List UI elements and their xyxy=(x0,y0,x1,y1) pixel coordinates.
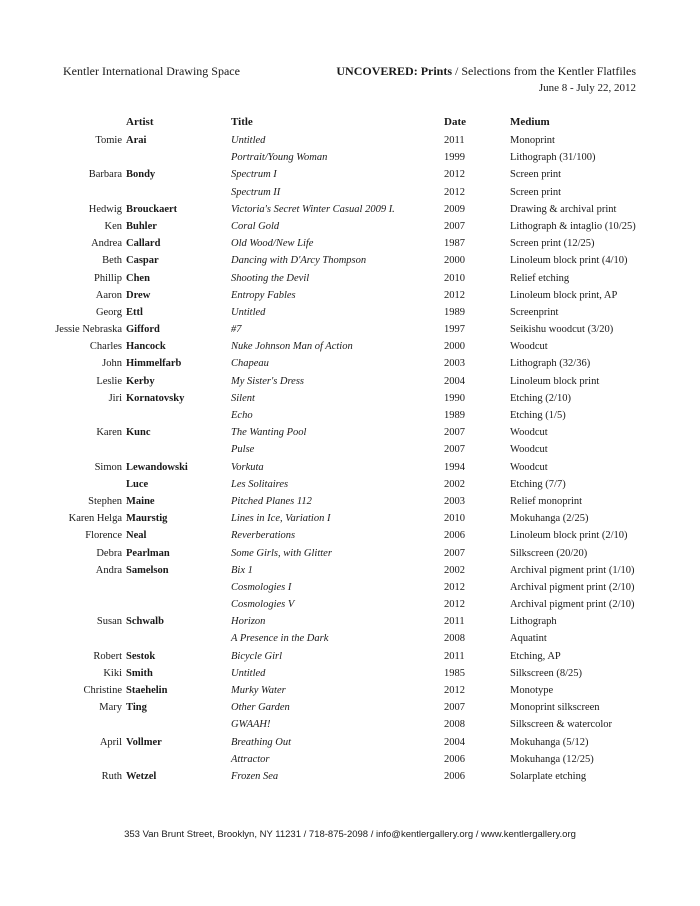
artwork-medium: Woodcut xyxy=(510,341,548,353)
artwork-title: Les Solitaires xyxy=(231,478,289,490)
artwork-medium: Etching (2/10) xyxy=(510,392,571,404)
artwork-date: 2004 xyxy=(444,736,465,748)
table-row xyxy=(0,235,700,252)
artwork-title: Echo xyxy=(231,410,253,421)
artist-first-name: Florence xyxy=(85,530,122,542)
table-row xyxy=(0,682,700,699)
artwork-date: 2003 xyxy=(444,358,465,370)
column-header-artist: Artist xyxy=(126,116,154,128)
exhibit-title-bold: UNCOVERED: Prints xyxy=(336,64,453,78)
artwork-title: My Sister's Dress xyxy=(231,375,305,387)
table-row xyxy=(0,184,700,201)
artist-last-name: Sestok xyxy=(126,650,156,662)
artwork-medium: Linoleum block print, AP xyxy=(510,289,618,301)
artwork-list xyxy=(0,132,700,785)
artwork-date: 2007 xyxy=(444,547,465,559)
artwork-medium: Drawing & archival print xyxy=(510,203,617,215)
artwork-title: Portrait/Young Woman xyxy=(231,152,328,164)
artwork-title: Cosmologies V xyxy=(231,599,295,611)
artwork-title: Attractor xyxy=(231,753,270,765)
exhibit-dates: June 8 - July 22, 2012 xyxy=(538,82,636,94)
table-row xyxy=(0,287,700,304)
artwork-date: 2006 xyxy=(444,753,465,765)
artist-last-name: Buhler xyxy=(126,220,157,232)
artist-first-name: Jiri xyxy=(108,392,122,404)
artist-first-name: Debra xyxy=(96,547,122,559)
artwork-date: 1989 xyxy=(444,410,465,421)
artist-last-name: Maurstig xyxy=(126,513,168,525)
artist-first-name: Aaron xyxy=(95,289,122,301)
artwork-medium: Lithograph (31/100) xyxy=(510,152,596,164)
artwork-title: Pitched Planes 112 xyxy=(231,495,312,507)
artwork-title: Frozen Sea xyxy=(231,770,279,782)
artwork-date: 2010 xyxy=(444,513,465,525)
artwork-date: 2012 xyxy=(444,186,465,198)
artwork-medium: Woodcut xyxy=(510,461,548,473)
artwork-date: 2012 xyxy=(444,685,465,696)
artwork-title: Vorkuta xyxy=(231,461,264,473)
artwork-medium: Screenprint xyxy=(510,306,559,318)
footer-contact: 353 Van Brunt Street, Brooklyn, NY 11231 / 718-875-2098 / info@kentlergallery.org / www.kentlergallery.org xyxy=(124,829,576,840)
artist-first-name: Leslie xyxy=(96,375,122,387)
table-row xyxy=(0,751,700,768)
artist-last-name: Smith xyxy=(126,667,153,679)
table-row xyxy=(0,132,700,149)
artist-last-name: Callard xyxy=(126,238,161,250)
artist-first-name: Hedwig xyxy=(88,203,122,215)
artist-first-name: Susan xyxy=(96,616,122,628)
table-row xyxy=(0,321,700,338)
artwork-date: 2000 xyxy=(444,255,465,267)
table-row xyxy=(0,218,700,235)
artwork-medium: Monoprint silkscreen xyxy=(510,702,600,714)
artwork-title: GWAAH! xyxy=(231,719,271,731)
artwork-medium: Lithograph & intaglio (10/25) xyxy=(510,220,636,232)
artist-last-name: Wetzel xyxy=(126,770,157,782)
artist-last-name: Bondy xyxy=(126,169,156,181)
artwork-medium: Silkscreen (20/20) xyxy=(510,547,588,559)
artwork-title: Spectrum II xyxy=(231,186,281,198)
artwork-medium: Screen print xyxy=(510,169,562,181)
table-row xyxy=(0,355,700,372)
column-header-medium: Medium xyxy=(510,116,550,128)
artist-first-name: Robert xyxy=(93,650,122,662)
table-row xyxy=(0,716,700,733)
exhibit-title xyxy=(336,64,636,79)
artwork-date: 2008 xyxy=(444,719,465,731)
artist-last-name: Hancock xyxy=(126,341,166,353)
artwork-medium: Linoleum block print xyxy=(510,375,600,387)
table-row xyxy=(0,648,700,665)
artwork-title: Bix 1 xyxy=(231,564,253,576)
table-row xyxy=(0,441,700,458)
artist-last-name: Samelson xyxy=(126,564,169,576)
artwork-title: Other Garden xyxy=(231,702,290,714)
artwork-date: 1997 xyxy=(444,324,465,336)
artwork-medium: Silkscreen & watercolor xyxy=(510,719,613,731)
artist-first-name: Ruth xyxy=(101,770,122,782)
artist-last-name: Ettl xyxy=(126,306,143,318)
artwork-title: A Presence in the Dark xyxy=(231,633,329,645)
artist-last-name: Ting xyxy=(126,702,147,714)
artwork-title: Pulse xyxy=(231,444,255,456)
artist-last-name: Staehelin xyxy=(126,685,168,696)
artist-last-name: Maine xyxy=(126,495,155,507)
artwork-date: 1999 xyxy=(444,152,465,164)
artwork-date: 2002 xyxy=(444,478,465,490)
artwork-title: Cosmologies I xyxy=(231,581,292,593)
artwork-date: 2011 xyxy=(444,650,465,662)
table-row xyxy=(0,510,700,527)
artwork-medium: Solarplate etching xyxy=(510,770,587,782)
artist-last-name: Lewandowski xyxy=(126,461,188,473)
artwork-medium: Monoprint xyxy=(510,135,555,146)
table-row xyxy=(0,527,700,544)
artist-first-name: Beth xyxy=(102,255,122,267)
artwork-medium: Lithograph xyxy=(510,616,557,628)
table-row xyxy=(0,768,700,785)
table-row xyxy=(0,579,700,596)
table-row xyxy=(0,562,700,579)
artwork-medium: Woodcut xyxy=(510,444,548,456)
artist-last-name: Pearlman xyxy=(126,547,170,559)
artwork-title: The Wanting Pool xyxy=(231,427,307,439)
artwork-medium: Archival pigment print (2/10) xyxy=(510,581,635,593)
artwork-title: Untitled xyxy=(231,306,266,318)
artwork-title: Horizon xyxy=(231,616,266,628)
table-row xyxy=(0,149,700,166)
artwork-date: 2006 xyxy=(444,530,465,542)
artwork-date: 2011 xyxy=(444,135,465,146)
artwork-medium: Aquatint xyxy=(510,633,547,645)
artist-first-name: Christine xyxy=(83,685,122,696)
artwork-medium: Mokuhanga (12/25) xyxy=(510,753,594,765)
artwork-medium: Seikishu woodcut (3/20) xyxy=(510,324,614,336)
artist-first-name: Tomie xyxy=(95,135,122,146)
table-row xyxy=(0,201,700,218)
artwork-date: 1987 xyxy=(444,238,465,250)
artwork-date: 2012 xyxy=(444,599,465,611)
artwork-title: Coral Gold xyxy=(231,220,280,232)
artist-first-name: Barbara xyxy=(88,169,122,181)
artwork-date: 2012 xyxy=(444,289,465,301)
column-header-title: Title xyxy=(231,116,253,128)
artist-first-name: April xyxy=(99,736,122,748)
artwork-medium: Linoleum block print (4/10) xyxy=(510,255,628,267)
artist-first-name: Phillip xyxy=(93,272,122,284)
artwork-medium: Archival pigment print (2/10) xyxy=(510,599,635,611)
table-row xyxy=(0,304,700,321)
artwork-date: 1990 xyxy=(444,392,465,404)
table-row xyxy=(0,699,700,716)
artwork-date: 2007 xyxy=(444,220,465,232)
artwork-date: 2010 xyxy=(444,272,465,284)
artist-last-name: Drew xyxy=(126,289,151,301)
exhibit-title-rest: / Selections from the Kentler Flatfiles xyxy=(452,64,636,78)
artist-last-name: Luce xyxy=(126,478,149,490)
column-header-date: Date xyxy=(444,116,466,128)
artwork-date: 1989 xyxy=(444,306,465,318)
artwork-date: 2002 xyxy=(444,564,465,576)
table-row xyxy=(0,166,700,183)
artist-last-name: Kunc xyxy=(126,427,151,439)
artist-first-name: Mary xyxy=(99,702,122,714)
artwork-title: Reverberations xyxy=(231,530,296,542)
artwork-medium: Woodcut xyxy=(510,427,548,439)
artwork-medium: Etching (1/5) xyxy=(510,410,566,421)
artwork-title: Dancing with D'Arcy Thompson xyxy=(231,255,367,267)
table-row xyxy=(0,338,700,355)
artwork-date: 2000 xyxy=(444,341,465,353)
artwork-title: Victoria's Secret Winter Casual 2009 I. xyxy=(231,203,395,215)
artwork-date: 2011 xyxy=(444,616,465,628)
artist-last-name: Brouckaert xyxy=(126,203,178,215)
artist-first-name: Georg xyxy=(95,306,122,318)
table-row xyxy=(0,545,700,562)
artwork-medium: Relief etching xyxy=(510,272,570,284)
artwork-date: 2009 xyxy=(444,203,465,215)
artist-first-name: Simon xyxy=(94,461,122,473)
table-row xyxy=(0,493,700,510)
artwork-title: Some Girls, with Glitter xyxy=(231,547,332,559)
table-row xyxy=(0,596,700,613)
artist-last-name: Chen xyxy=(126,272,150,284)
artwork-date: 1994 xyxy=(444,461,465,473)
artist-first-name: Jessie Nebraska xyxy=(55,324,122,336)
venue-name: Kentler International Drawing Space xyxy=(63,64,240,78)
artwork-date: 2008 xyxy=(444,633,465,645)
table-row xyxy=(0,630,700,647)
artist-last-name: Neal xyxy=(126,530,147,542)
artwork-date: 2003 xyxy=(444,495,465,507)
table-row xyxy=(0,476,700,493)
artwork-date: 2006 xyxy=(444,770,465,782)
artwork-medium: Lithograph (32/36) xyxy=(510,358,591,370)
artwork-date: 2012 xyxy=(444,581,465,593)
artwork-date: 2004 xyxy=(444,375,465,387)
table-row xyxy=(0,424,700,441)
artwork-medium: Silkscreen (8/25) xyxy=(510,667,583,679)
artist-first-name: Karen xyxy=(96,427,122,439)
artwork-medium: Linoleum block print (2/10) xyxy=(510,530,628,542)
artwork-title: Lines in Ice, Variation I xyxy=(231,513,331,525)
artist-first-name: Stephen xyxy=(88,495,122,507)
artwork-medium: Screen print (12/25) xyxy=(510,238,595,250)
artwork-date: 2007 xyxy=(444,444,465,456)
artwork-medium: Screen print xyxy=(510,186,562,198)
artist-last-name: Vollmer xyxy=(126,736,162,748)
artist-first-name: Andrea xyxy=(91,238,122,250)
artist-last-name: Himmelfarb xyxy=(126,358,182,370)
artwork-medium: Archival pigment print (1/10) xyxy=(510,564,635,576)
artwork-medium: Etching (7/7) xyxy=(510,478,566,490)
artwork-title: Untitled xyxy=(231,135,266,146)
artwork-medium: Mokuhanga (2/25) xyxy=(510,513,589,525)
table-row xyxy=(0,390,700,407)
artwork-title: Silent xyxy=(231,392,255,404)
artist-first-name: Andra xyxy=(95,564,122,576)
table-row xyxy=(0,270,700,287)
artist-last-name: Schwalb xyxy=(126,616,164,628)
table-row xyxy=(0,734,700,751)
artwork-title: Bicycle Girl xyxy=(231,650,283,662)
artist-first-name: Charles xyxy=(89,341,122,353)
artwork-date: 2012 xyxy=(444,169,465,181)
artwork-date: 1985 xyxy=(444,667,465,679)
table-row xyxy=(0,665,700,682)
artwork-title: Nuke Johnson Man of Action xyxy=(231,341,353,353)
artist-first-name: Ken xyxy=(104,220,122,232)
artist-last-name: Arai xyxy=(126,135,147,146)
artwork-title: Breathing Out xyxy=(231,736,291,748)
table-row xyxy=(0,407,700,424)
artwork-title: Spectrum I xyxy=(231,169,277,181)
artist-last-name: Gifford xyxy=(126,324,160,336)
table-row xyxy=(0,613,700,630)
table-row xyxy=(0,252,700,269)
artist-first-name: Kiki xyxy=(103,667,122,679)
artwork-medium: Relief monoprint xyxy=(510,495,583,507)
artist-last-name: Kornatovsky xyxy=(126,392,185,404)
artwork-title: Shooting the Devil xyxy=(231,272,310,284)
table-row xyxy=(0,373,700,390)
artwork-title: #7 xyxy=(231,324,242,336)
artwork-medium: Monotype xyxy=(510,685,554,696)
artwork-date: 2007 xyxy=(444,702,465,714)
artwork-medium: Etching, AP xyxy=(510,650,561,662)
table-row xyxy=(0,459,700,476)
artwork-date: 2007 xyxy=(444,427,465,439)
artwork-title: Chapeau xyxy=(231,358,269,370)
artist-first-name: Karen Helga xyxy=(68,513,122,525)
artwork-title: Entropy Fables xyxy=(231,289,296,301)
artwork-title: Untitled xyxy=(231,667,266,679)
artist-last-name: Kerby xyxy=(126,375,155,387)
artist-first-name: John xyxy=(102,358,122,370)
artist-last-name: Caspar xyxy=(126,255,159,267)
artwork-title: Old Wood/New Life xyxy=(231,238,314,250)
artwork-medium: Mokuhanga (5/12) xyxy=(510,736,589,748)
artwork-title: Murky Water xyxy=(231,685,286,696)
